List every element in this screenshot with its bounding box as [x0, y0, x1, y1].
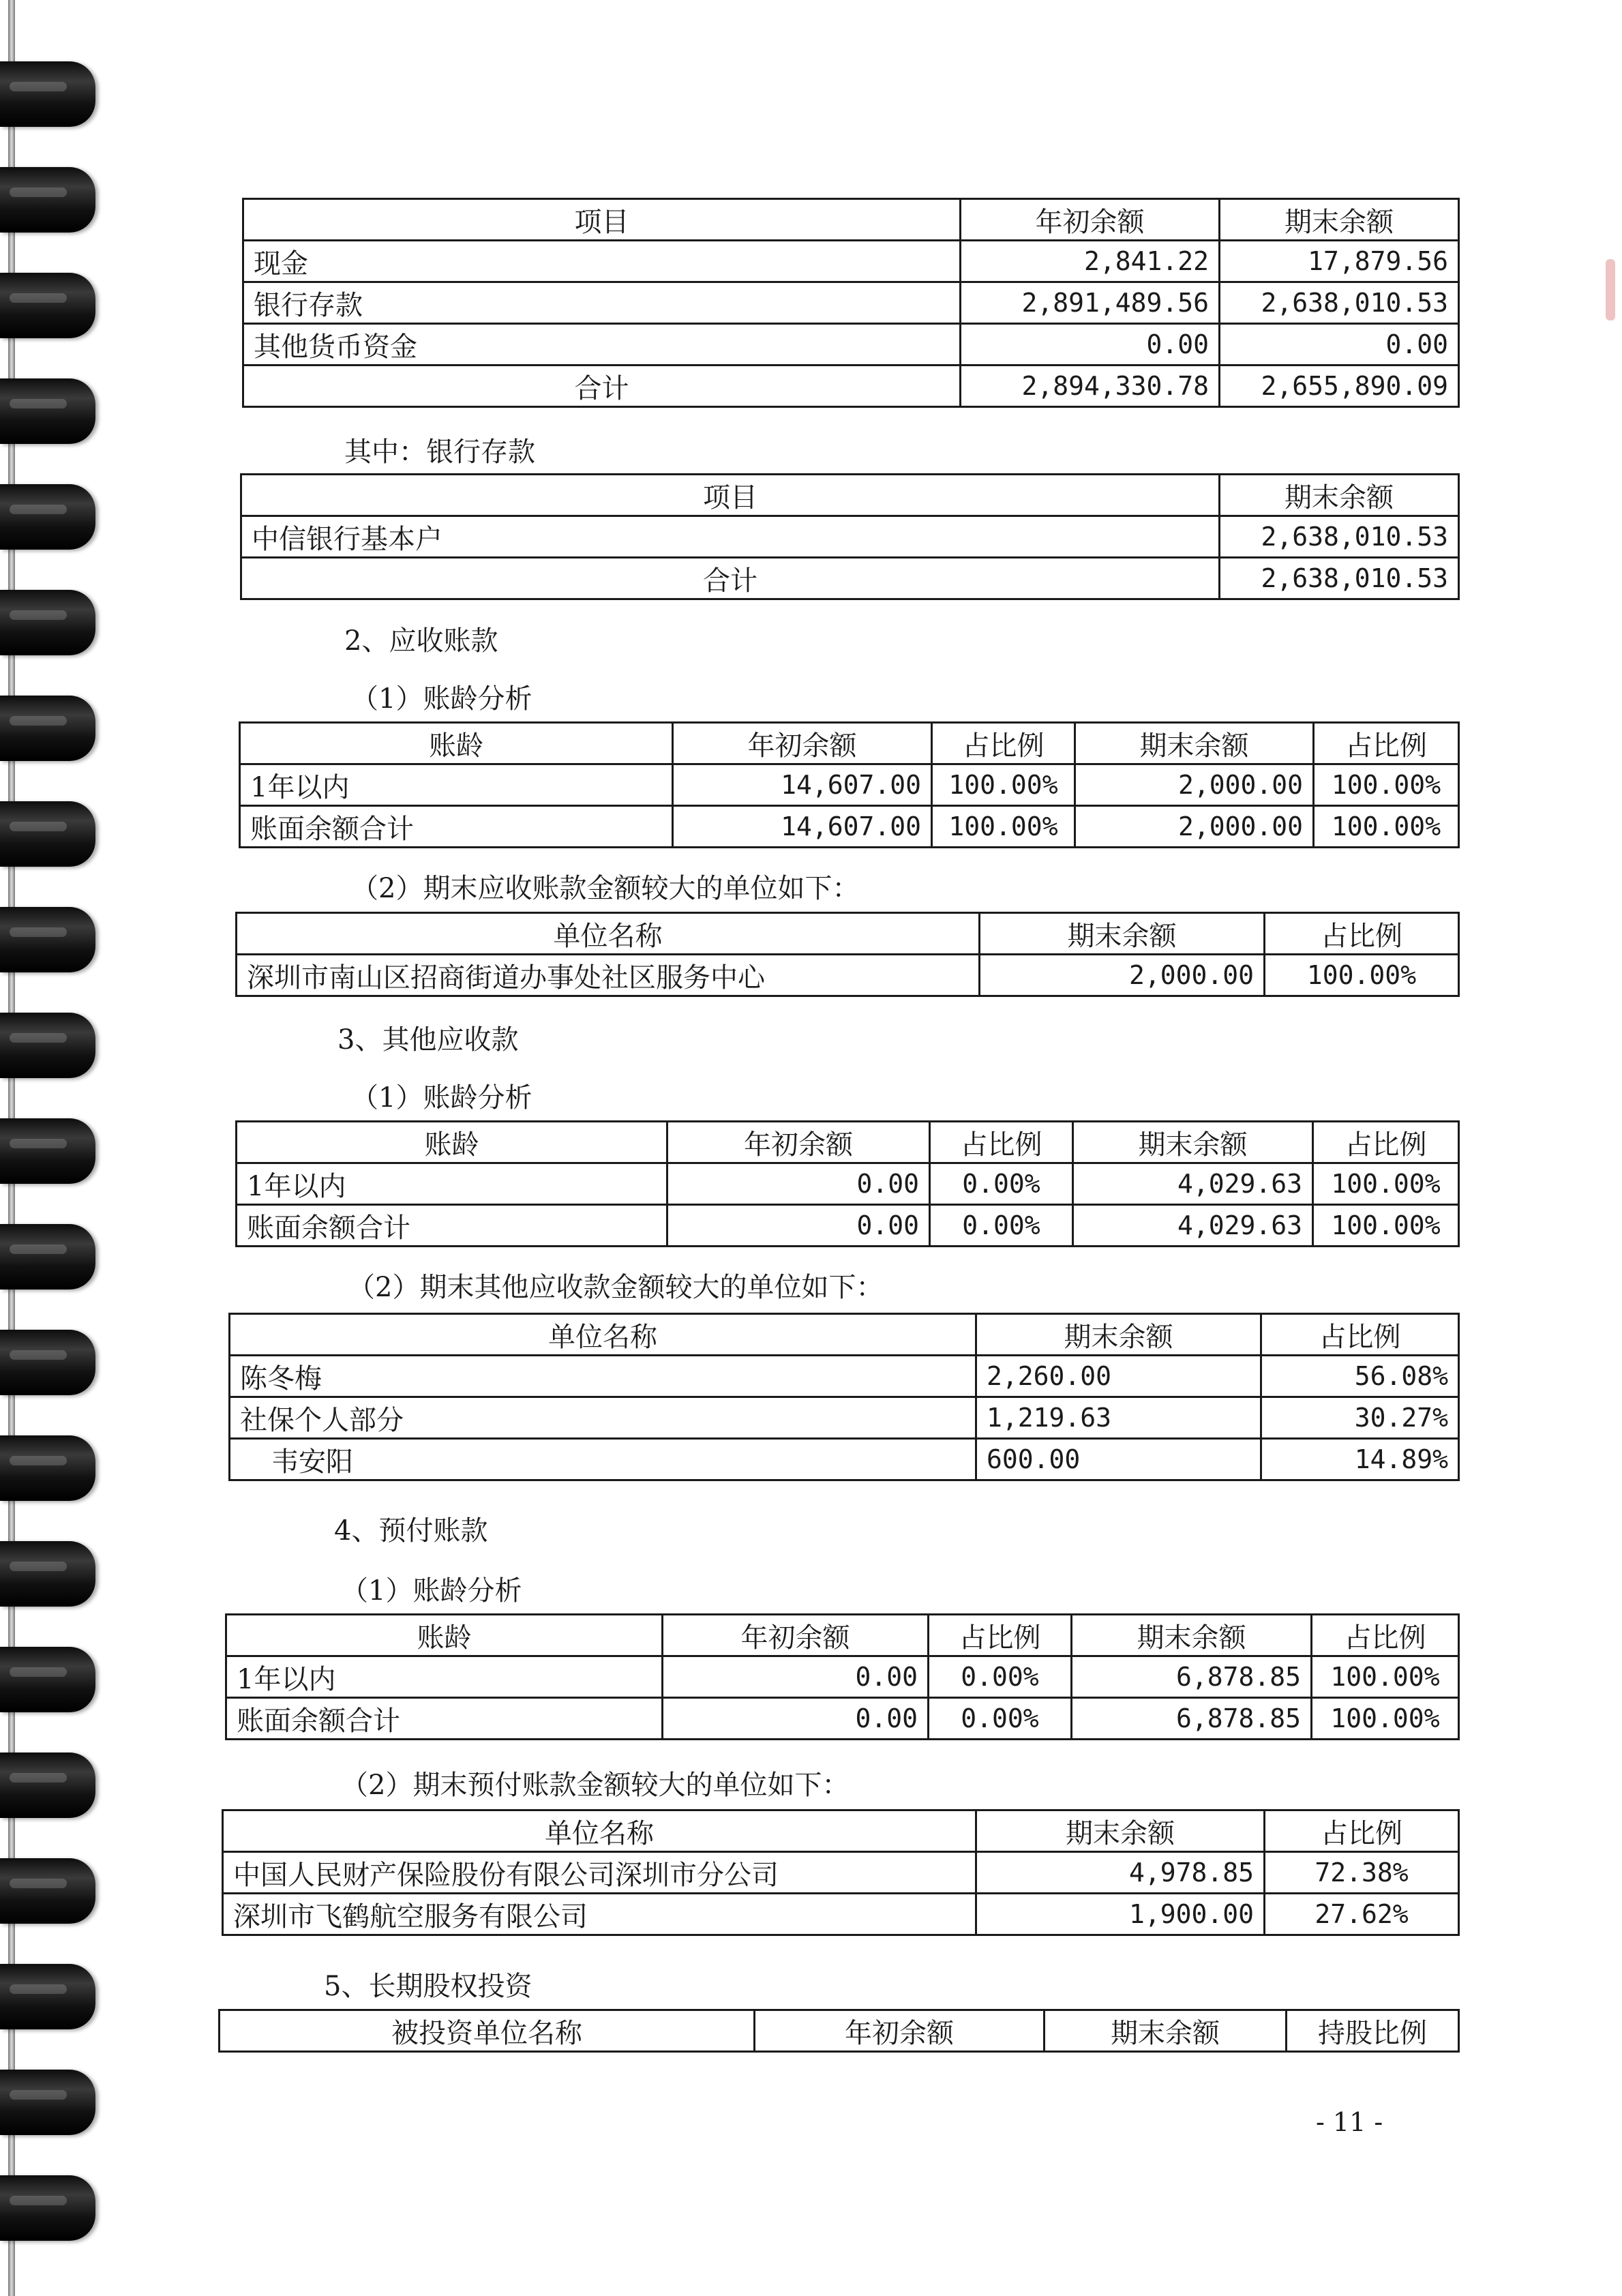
column-header: 期末余额: [1045, 2010, 1287, 2052]
table-cell: 账面余额合计: [240, 806, 673, 848]
table-row: [223, 1852, 1459, 1894]
column-header: 期末余额: [1075, 723, 1314, 764]
table-cell: 银行存款: [243, 282, 961, 324]
table-row: [226, 1698, 1459, 1740]
table-cell: 1年以内: [226, 1656, 663, 1698]
table-row: [237, 955, 1459, 996]
table-cell: 2,638,010.53: [1220, 558, 1459, 599]
table-header-row: [237, 1122, 1459, 1163]
binding-ring: [0, 696, 95, 761]
binding-ring: [0, 2175, 95, 2241]
table-row: [243, 241, 1459, 282]
column-header: 年初余额: [667, 1122, 930, 1163]
table-cell: 14,607.00: [673, 806, 932, 848]
table-cell: 深圳市飞鹤航空服务有限公司: [223, 1894, 976, 1935]
table-total-row: [243, 366, 1459, 407]
table-cell: 社保个人部分: [230, 1397, 976, 1439]
binding-ring: [0, 1435, 95, 1501]
table-cell: 100.00%: [932, 806, 1075, 848]
column-header: 占比例: [1265, 1810, 1459, 1852]
column-header: 单位名称: [237, 913, 980, 955]
table-cell: 0.00%: [929, 1698, 1072, 1740]
binding-ring: [0, 61, 95, 127]
binding-ring: [0, 907, 95, 972]
table-cell: 100.00%: [1265, 955, 1459, 996]
binding-ring: [0, 1858, 95, 1924]
table-cell: 100.00%: [1312, 1656, 1459, 1698]
table-cell: 其他货币资金: [243, 324, 961, 366]
section-title: 2、应收账款: [344, 625, 498, 657]
table-row: [230, 1397, 1459, 1439]
column-header: 期末余额: [1072, 1615, 1312, 1656]
table-row: [243, 282, 1459, 324]
binding-ring: [0, 801, 95, 867]
other-receivables-major-table: [228, 1313, 1460, 1481]
table-row: [237, 1163, 1459, 1205]
subsection-caption: （2）期末预付账款金额较大的单位如下：: [341, 1770, 850, 1801]
binding-ring: [0, 1753, 95, 1818]
table-cell: 0.00%: [929, 1656, 1072, 1698]
table-cell: 1年以内: [237, 1163, 667, 1205]
column-header: 期末余额: [980, 913, 1265, 955]
section-title: 4、预付账款: [334, 1515, 488, 1547]
binding-ring: [0, 1224, 95, 1289]
prepayments-major-table: [222, 1809, 1460, 1936]
other-receivables-aging-table: [235, 1120, 1460, 1247]
table-cell: 2,894,330.78: [961, 366, 1220, 407]
table-cell: 中国人民财产保险股份有限公司深圳市分公司: [223, 1852, 976, 1894]
bank-deposit-table: [240, 473, 1460, 600]
table-cell: 2,638,010.53: [1220, 282, 1459, 324]
table-cell: 0.00%: [930, 1205, 1073, 1247]
table-cell: 27.62%: [1265, 1894, 1459, 1935]
column-header: 占比例: [1313, 1122, 1459, 1163]
table-row: [241, 516, 1459, 558]
column-header: 占比例: [932, 723, 1075, 764]
column-header: 年初余额: [961, 199, 1220, 241]
section-title: 5、长期股权投资: [324, 1971, 532, 2002]
table-row: [230, 1439, 1459, 1480]
table-cell: 合计: [243, 366, 961, 407]
table-cell: 现金: [243, 241, 961, 282]
section-title: 3、其他应收款: [337, 1024, 519, 1056]
table-cell: 0.00: [667, 1205, 930, 1247]
table-cell: 4,029.63: [1073, 1163, 1313, 1205]
table-total-row: [241, 558, 1459, 599]
binding-ring: [0, 484, 95, 550]
table-cell: 2,000.00: [1075, 764, 1314, 806]
table-row: [237, 1205, 1459, 1247]
bank-caption: 其中：银行存款: [344, 436, 535, 468]
cash-table: [242, 198, 1460, 408]
table-header-row: [220, 2010, 1459, 2052]
column-header: 占比例: [929, 1615, 1072, 1656]
receivables-major-table: [235, 912, 1460, 997]
column-header: 占比例: [1265, 913, 1459, 955]
binding-ring: [0, 1330, 95, 1395]
table-row: [226, 1656, 1459, 1698]
table-cell: 2,841.22: [961, 241, 1220, 282]
column-header: 持股比例: [1287, 2010, 1459, 2052]
table-cell: 0.00: [663, 1656, 929, 1698]
table-row: [243, 324, 1459, 366]
table-row: [230, 1356, 1459, 1397]
table-cell: 0.00: [961, 324, 1220, 366]
column-header: 占比例: [1312, 1615, 1459, 1656]
table-cell: 0.00: [667, 1163, 930, 1205]
table-cell: 72.38%: [1265, 1852, 1459, 1894]
subsection-caption: （1）账龄分析: [351, 1082, 532, 1114]
table-header-row: [241, 475, 1459, 516]
binding-ring: [0, 273, 95, 338]
column-header: 占比例: [1314, 723, 1459, 764]
binding-ring: [0, 590, 95, 655]
column-header: 项目: [243, 199, 961, 241]
subsection-caption: （2）期末应收账款金额较大的单位如下：: [351, 873, 860, 904]
binding-ring: [0, 2070, 95, 2135]
table-row: [240, 764, 1459, 806]
table-cell: 账面余额合计: [237, 1205, 667, 1247]
table-cell: 600.00: [976, 1439, 1261, 1480]
column-header: 账龄: [226, 1615, 663, 1656]
table-cell: 2,260.00: [976, 1356, 1261, 1397]
binding-ring: [0, 378, 95, 444]
column-header: 单位名称: [230, 1314, 976, 1356]
table-cell: 100.00%: [1312, 1698, 1459, 1740]
table-row: [223, 1894, 1459, 1935]
column-header: 占比例: [930, 1122, 1073, 1163]
table-cell: 2,000.00: [1075, 806, 1314, 848]
table-cell: 账面余额合计: [226, 1698, 663, 1740]
table-cell: 17,879.56: [1220, 241, 1459, 282]
spiral-binding: [0, 0, 109, 2296]
receivables-aging-table: [239, 721, 1460, 848]
table-cell: 14,607.00: [673, 764, 932, 806]
column-header: 账龄: [237, 1122, 667, 1163]
table-cell: 1,900.00: [976, 1894, 1265, 1935]
table-cell: 2,638,010.53: [1220, 516, 1459, 558]
table-header-row: [243, 199, 1459, 241]
table-row: [240, 806, 1459, 848]
table-cell: 2,000.00: [980, 955, 1265, 996]
table-cell: 56.08%: [1261, 1356, 1459, 1397]
subsection-caption: （1）账龄分析: [351, 683, 532, 715]
table-cell: 14.89%: [1261, 1439, 1459, 1480]
column-header: 期末余额: [976, 1810, 1265, 1852]
table-cell: 韦安阳: [230, 1439, 976, 1480]
column-header: 被投资单位名称: [220, 2010, 755, 2052]
binding-ring: [0, 167, 95, 233]
table-cell: 6,878.85: [1072, 1656, 1312, 1698]
table-cell: 4,029.63: [1073, 1205, 1313, 1247]
table-cell: 陈冬梅: [230, 1356, 976, 1397]
red-stamp-edge: [1606, 259, 1615, 320]
column-header: 年初余额: [673, 723, 932, 764]
table-cell: 100.00%: [1313, 1205, 1459, 1247]
table-cell: 6,878.85: [1072, 1698, 1312, 1740]
table-cell: 1,219.63: [976, 1397, 1261, 1439]
column-header: 年初余额: [663, 1615, 929, 1656]
table-header-row: [226, 1615, 1459, 1656]
table-header-row: [237, 913, 1459, 955]
column-header: 项目: [241, 475, 1220, 516]
column-header: 期末余额: [976, 1314, 1261, 1356]
column-header: 账龄: [240, 723, 673, 764]
column-header: 年初余额: [755, 2010, 1045, 2052]
table-cell: 4,978.85: [976, 1852, 1265, 1894]
column-header: 占比例: [1261, 1314, 1459, 1356]
equity-investment-table: [218, 2009, 1460, 2053]
binding-ring: [0, 1964, 95, 2029]
column-header: 期末余额: [1073, 1122, 1313, 1163]
table-header-row: [230, 1314, 1459, 1356]
binding-ring: [0, 1541, 95, 1607]
table-cell: 合计: [241, 558, 1220, 599]
binding-ring: [0, 1118, 95, 1184]
subsection-caption: （2）期末其他应收款金额较大的单位如下：: [348, 1272, 884, 1303]
table-cell: 深圳市南山区招商街道办事处社区服务中心: [237, 955, 980, 996]
table-header-row: [223, 1810, 1459, 1852]
table-cell: 2,655,890.09: [1220, 366, 1459, 407]
column-header: 期末余额: [1220, 475, 1459, 516]
binding-ring: [0, 1647, 95, 1712]
table-cell: 1年以内: [240, 764, 673, 806]
page-number: - 11 -: [1316, 2107, 1383, 2137]
table-cell: 100.00%: [932, 764, 1075, 806]
table-cell: 中信银行基本户: [241, 516, 1220, 558]
table-cell: 0.00: [1220, 324, 1459, 366]
table-cell: 2,891,489.56: [961, 282, 1220, 324]
table-cell: 100.00%: [1313, 1163, 1459, 1205]
column-header: 期末余额: [1220, 199, 1459, 241]
prepayments-aging-table: [225, 1613, 1460, 1740]
table-cell: 0.00: [663, 1698, 929, 1740]
table-header-row: [240, 723, 1459, 764]
binding-ring: [0, 1013, 95, 1078]
table-cell: 100.00%: [1314, 764, 1459, 806]
subsection-caption: （1）账龄分析: [341, 1575, 522, 1607]
table-cell: 0.00%: [930, 1163, 1073, 1205]
table-cell: 30.27%: [1261, 1397, 1459, 1439]
column-header: 单位名称: [223, 1810, 976, 1852]
table-cell: 100.00%: [1314, 806, 1459, 848]
